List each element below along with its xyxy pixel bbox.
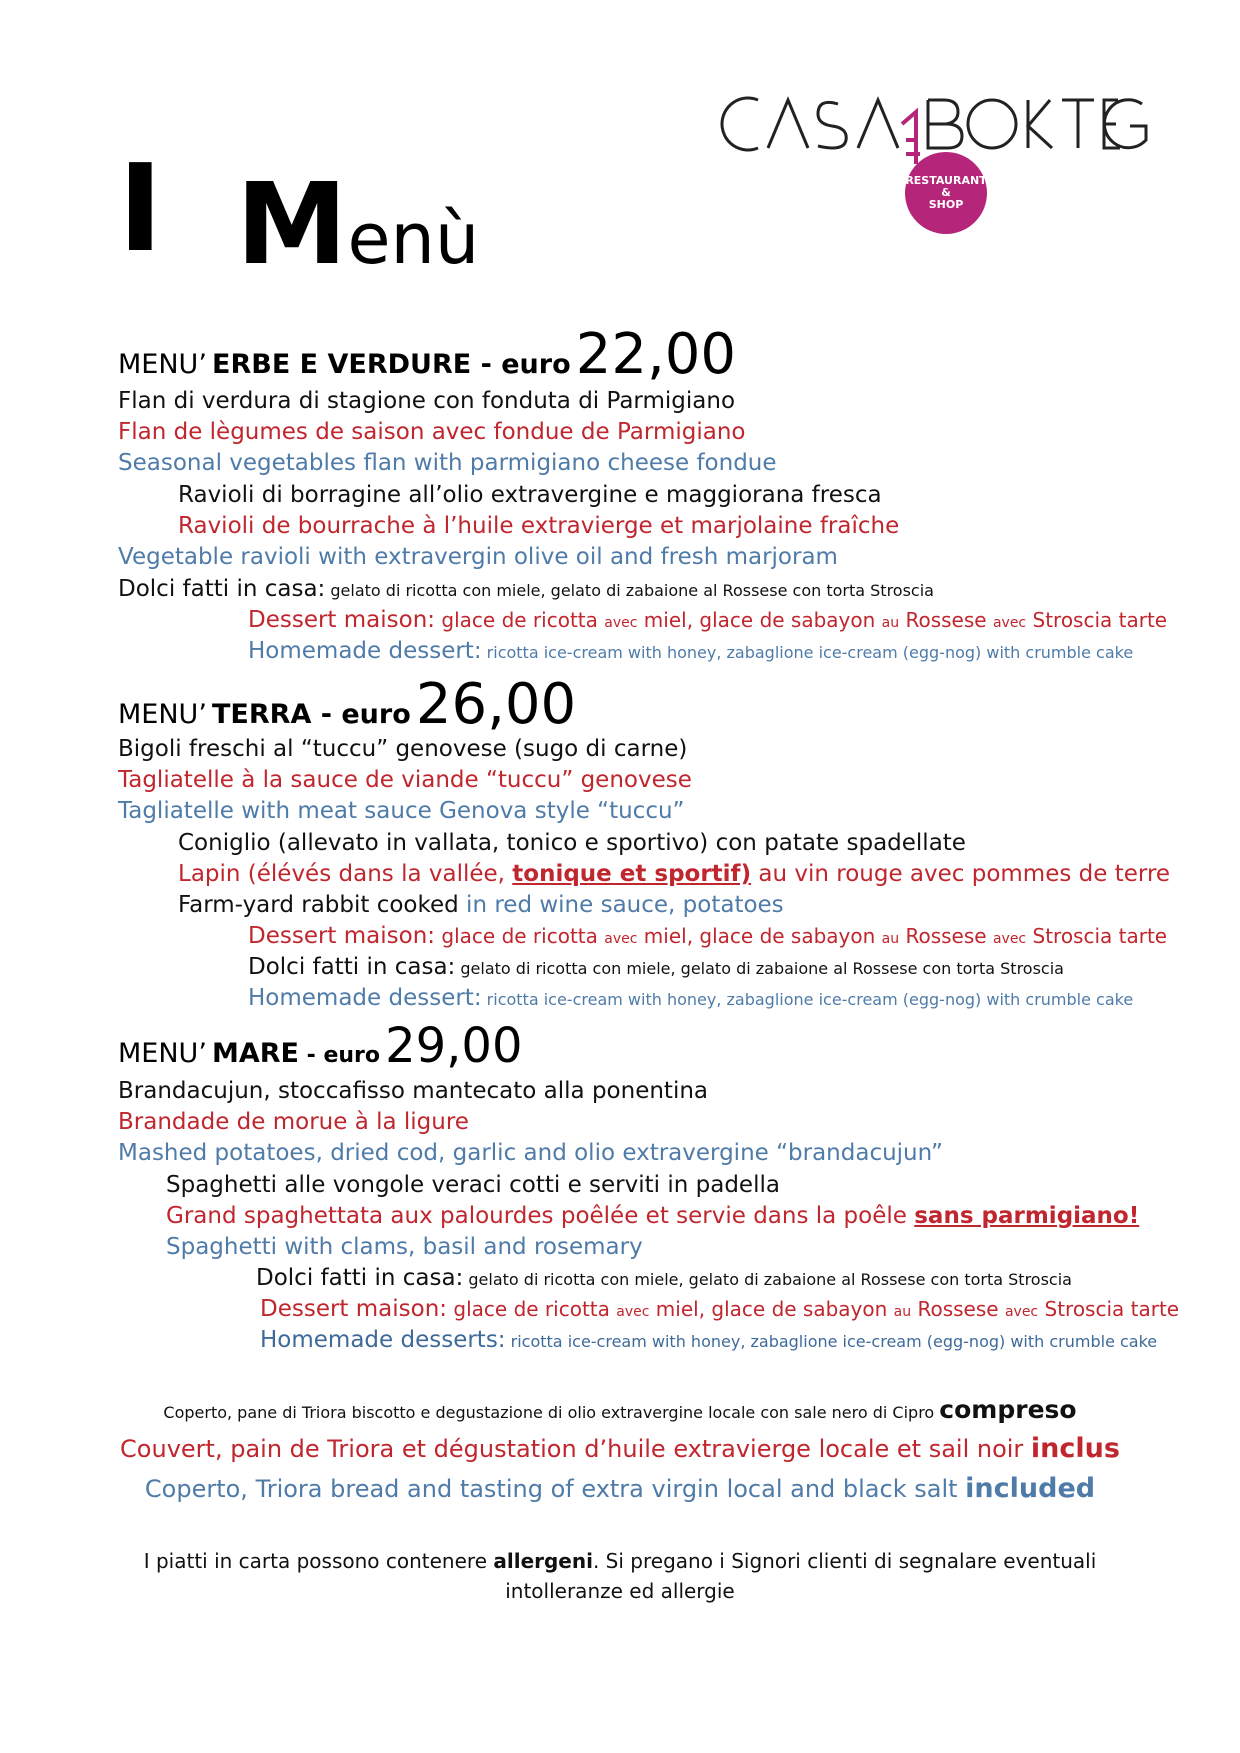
dessert-en-label: Homemade dessert:	[248, 985, 482, 1011]
menu3-line5	[166, 1201, 1139, 1231]
menu3-price: 29,00	[385, 1018, 523, 1074]
logo-wordmark: CASA E BOTTEGA	[710, 88, 719, 89]
menu3-line6: Spaghetti with clams, basil and rosemary	[166, 1234, 643, 1260]
menu1-name: ERBE E VERDURE	[212, 349, 472, 380]
coperto-it	[0, 1392, 1240, 1431]
menu2-line6a: Farm-yard rabbit cooked	[178, 892, 459, 918]
menu3-dessert-it	[256, 1263, 1072, 1295]
menu3-name: MARE	[212, 1038, 299, 1069]
dessert-fr-c: miel, glace de sabayon	[637, 608, 882, 632]
menu1-line6: Vegetable ravioli with extravergin olive oil and fresh marjoram	[118, 544, 838, 570]
dessert-en-text: ricotta ice-cream with honey, zabaglione ice-cream (egg-nog) with crumble cake	[481, 643, 1134, 662]
menu2-line4: Coniglio (allevato in vallata, tonico e sportivo) con patate spadellate	[178, 830, 966, 856]
menu3-line3: Mashed potatoes, dried cod, garlic and olio extravergine “brandacujun”	[118, 1140, 943, 1166]
dessert-fr-d: au	[881, 931, 900, 947]
dessert-fr-g: Stroscia tarte	[1038, 1297, 1180, 1321]
dessert-fr-f: avec	[992, 931, 1027, 947]
menu2-euro: euro	[341, 699, 411, 730]
menu1-euro: euro	[501, 349, 571, 380]
menu2-line6b: in red wine sauce, potatoes	[458, 892, 784, 918]
dessert-fr-e: Rossese	[899, 608, 993, 632]
menu2-line3: Tagliatelle with meat sauce Genova style “tuccu”	[118, 798, 685, 824]
menu3-euro: euro	[323, 1043, 380, 1068]
menu3-line4: Spaghetti alle vongole veraci cotti e serviti in padella	[166, 1172, 780, 1198]
badge-line-1: RESTAURANT	[905, 174, 987, 187]
dessert-fr-b: avec	[616, 1304, 650, 1320]
dessert-fr-c: miel, glace de sabayon	[649, 1297, 894, 1321]
badge-line-2: &	[941, 186, 951, 199]
menu1-line5: Ravioli de bourrache à l’huile extravierge et marjolaine fraîche	[178, 513, 900, 539]
page-title	[118, 140, 165, 279]
dessert-fr-g: Stroscia tarte	[1026, 608, 1168, 632]
coperto-fr-text: Couvert, pain de Triora et dégustation d’huile extravierge locale et sail noir	[120, 1435, 1031, 1463]
dessert-fr-c: miel, glace de sabayon	[637, 924, 882, 948]
menu3-dessert-en	[260, 1325, 1157, 1357]
badge-line-3: SHOP	[928, 198, 964, 211]
logo-badge	[905, 152, 987, 234]
menu3-line5a: Grand spaghettata aux palourdes poêlée et servie dans la poêle	[166, 1203, 915, 1229]
dessert-fr-f: avec	[1004, 1304, 1039, 1320]
allergen-note	[0, 1546, 1240, 1576]
page-title-menu	[236, 160, 479, 290]
dessert-fr-b: avec	[604, 931, 638, 947]
menu2-line5b: tonique et sportif)	[512, 861, 752, 887]
menu2-line5a: Lapin (élévés dans la vallée,	[178, 861, 513, 887]
menu1-line2: Flan de lègumes de saison avec fondue de Parmigiano	[118, 419, 746, 445]
menu3-heading	[118, 1018, 523, 1074]
dessert-it-label: Dolci fatti in casa:	[256, 1265, 464, 1291]
dessert-it-text: gelato di ricotta con miele, gelato di zabaione al Rossese con torta Stroscia	[455, 959, 1064, 978]
menu2-dessert-fr	[248, 921, 1167, 954]
dessert-en-label: Homemade dessert:	[248, 638, 482, 664]
dessert-fr-label: Dessert maison:	[248, 607, 436, 633]
coperto-fr	[0, 1432, 1240, 1466]
coperto-fr-bold: inclus	[1030, 1433, 1120, 1464]
dessert-fr-d: au	[881, 615, 900, 631]
menu2-line6	[178, 890, 784, 920]
menu1-heading	[118, 322, 736, 387]
menu2-label: MENU’	[118, 699, 207, 730]
menu2-dessert-it	[248, 952, 1064, 984]
dessert-fr-e: Rossese	[899, 924, 993, 948]
menu1-dessert-it	[118, 574, 934, 606]
menu2-line5	[178, 859, 1170, 889]
menu2-name: TERRA	[212, 699, 312, 730]
dessert-fr-b: avec	[604, 615, 638, 631]
dessert-fr-e: Rossese	[911, 1297, 1005, 1321]
dessert-it-label: Dolci fatti in casa:	[248, 954, 456, 980]
menu2-heading	[118, 672, 576, 737]
menu1-dessert-fr	[248, 605, 1167, 638]
coperto-it-text: Coperto, pane di Triora biscotto e degustazione di olio extravergine locale con sale nero di Cipro	[163, 1403, 940, 1422]
dessert-fr-a: glace de ricotta	[435, 608, 605, 632]
dessert-fr-a: glace de ricotta	[435, 924, 605, 948]
dessert-fr-label: Dessert maison:	[260, 1296, 448, 1322]
dessert-it-label: Dolci fatti in casa:	[118, 576, 326, 602]
menu1-line1: Flan di verdura di stagione con fonduta di Parmigiano	[118, 388, 736, 414]
menu3-sep: -	[299, 1043, 324, 1068]
dessert-en-text: ricotta ice-cream with honey, zabaglione ice-cream (egg-nog) with crumble cake	[481, 990, 1134, 1009]
menu3-line1: Brandacujun, stoccafisso mantecato alla ponentina	[118, 1078, 709, 1104]
menu2-sep: -	[311, 699, 342, 730]
allergen-b: allergeni	[493, 1549, 593, 1573]
menu1-dessert-en	[248, 636, 1133, 668]
coperto-en	[0, 1472, 1240, 1506]
menu2-line2: Tagliatelle à la sauce de viande “tuccu” genovese	[118, 767, 692, 793]
dessert-fr-a: glace de ricotta	[447, 1297, 617, 1321]
dessert-en-text: ricotta ice-cream with honey, zabaglione ice-cream (egg-nog) with crumble cake	[505, 1332, 1158, 1351]
title-i: I	[118, 140, 165, 279]
menu3-line5b: sans parmigiano!	[914, 1203, 1140, 1229]
coperto-en-bold: included	[965, 1473, 1096, 1504]
dessert-en-label: Homemade desserts:	[260, 1327, 506, 1353]
menu1-sep: -	[471, 349, 502, 380]
menu1-line4: Ravioli di borragine all’olio extravergine e maggiorana fresca	[178, 482, 882, 508]
dessert-it-text: gelato di ricotta con miele, gelato di zabaione al Rossese con torta Stroscia	[325, 581, 934, 600]
menu2-price: 26,00	[415, 672, 577, 737]
menu3-line2: Brandade de morue à la ligure	[118, 1109, 469, 1135]
dessert-fr-label: Dessert maison:	[248, 923, 436, 949]
dessert-fr-g: Stroscia tarte	[1026, 924, 1168, 948]
allergen-a: I piatti in carta possono contenere	[143, 1549, 494, 1573]
menu1-label: MENU’	[118, 349, 207, 380]
menu1-price: 22,00	[575, 322, 737, 387]
menu3-label: MENU’	[118, 1038, 207, 1069]
menu2-line5c: au vin rouge avec pommes de terre	[751, 861, 1171, 887]
menu3-dessert-fr	[260, 1294, 1179, 1327]
allergen-c: . Si pregano i Signori clienti di segnalare eventuali	[592, 1549, 1097, 1573]
title-menu-rest: enù	[347, 198, 480, 280]
menu1-line3: Seasonal vegetables flan with parmigiano cheese fondue	[118, 450, 777, 476]
title-menu-initial: M	[236, 160, 348, 290]
coperto-it-bold: compreso	[939, 1395, 1077, 1424]
allergen-note-2: intolleranze ed allergie	[505, 1579, 735, 1603]
dessert-it-text: gelato di ricotta con miele, gelato di zabaione al Rossese con torta Stroscia	[463, 1270, 1072, 1289]
dessert-fr-d: au	[893, 1304, 912, 1320]
coperto-en-text: Coperto, Triora bread and tasting of extra virgin local and black salt	[144, 1475, 966, 1503]
menu2-line1: Bigoli freschi al “tuccu” genovese (sugo di carne)	[118, 736, 688, 762]
dessert-fr-f: avec	[992, 615, 1027, 631]
menu2-dessert-en	[248, 983, 1133, 1015]
